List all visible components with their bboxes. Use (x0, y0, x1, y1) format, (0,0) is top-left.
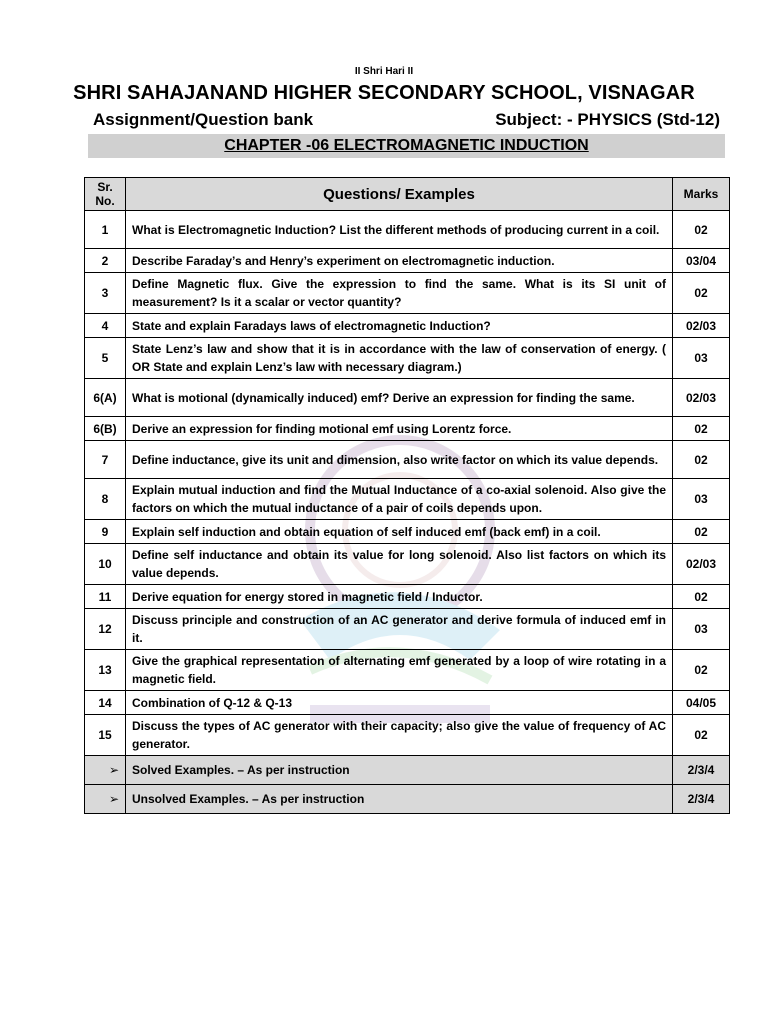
row-marks: 02/03 (673, 544, 730, 585)
table-row (85, 520, 730, 544)
table-row (85, 544, 730, 585)
row-sr-no: 1 (85, 211, 126, 249)
row-sr-no: 3 (85, 273, 126, 314)
row-question: Define inductance, give its unit and dimension, also write factor on which its value depends. (126, 441, 673, 479)
row-sr-no: 14 (85, 691, 126, 715)
table-row (85, 479, 730, 520)
row-marks: 04/05 (673, 691, 730, 715)
row-marks: 02 (673, 211, 730, 249)
table-row (85, 338, 730, 379)
table-row (85, 211, 730, 249)
row-marks: 02 (673, 585, 730, 609)
row-sr-no: 7 (85, 441, 126, 479)
row-sr-no: 4 (85, 314, 126, 338)
table-row (85, 441, 730, 479)
row-question: Unsolved Examples. – As per instruction (126, 785, 673, 814)
subtitle-line (93, 110, 720, 130)
invocation-text: II Shri Hari II (354, 66, 414, 77)
row-question: Explain mutual induction and find the Mutual Inductance of a co-axial solenoid. Also give the factors on which the mutual inductance of a pair of coils depends upon. (126, 479, 673, 520)
row-marks: 2/3/4 (673, 785, 730, 814)
row-question: Describe Faraday’s and Henry’s experiment on electromagnetic induction. (126, 249, 673, 273)
table-row (85, 585, 730, 609)
table-row (85, 650, 730, 691)
row-marks: 02/03 (673, 314, 730, 338)
row-marks: 02 (673, 441, 730, 479)
row-question: State and explain Faradays laws of electromagnetic Induction? (126, 314, 673, 338)
row-question: What is motional (dynamically induced) emf? Derive an expression for finding the same. (126, 379, 673, 417)
table-row (85, 249, 730, 273)
row-sr-no: 9 (85, 520, 126, 544)
row-question: What is Electromagnetic Induction? List the different methods of producing current in a coil. (126, 211, 673, 249)
row-question: Combination of Q-12 & Q-13 (126, 691, 673, 715)
row-marks: 02/03 (673, 379, 730, 417)
row-marks: 02 (673, 273, 730, 314)
row-sr-no: 6(B) (85, 417, 126, 441)
row-question: State Lenz’s law and show that it is in accordance with the law of conservation of energy. ( OR State and explain Lenz’s law with necessary diagram.) (126, 338, 673, 379)
row-marks: 03 (673, 609, 730, 650)
row-question: Derive equation for energy stored in magnetic field / Inductor. (126, 585, 673, 609)
bullet-arrow-icon: ➢ (85, 756, 126, 785)
table-row (85, 691, 730, 715)
table-row (85, 785, 730, 814)
table-row (85, 417, 730, 441)
bullet-arrow-icon: ➢ (85, 785, 126, 814)
row-sr-no: 11 (85, 585, 126, 609)
chapter-title-text: CHAPTER -06 ELECTROMAGNETIC INDUCTION (224, 137, 589, 154)
chapter-title (88, 134, 725, 158)
row-sr-no: 5 (85, 338, 126, 379)
question-table (84, 177, 730, 814)
row-marks: 02 (673, 417, 730, 441)
row-question: Derive an expression for finding motional emf using Lorentz force. (126, 417, 673, 441)
row-question: Discuss principle and construction of an AC generator and derive formula of induced emf in it. (126, 609, 673, 650)
row-question: Define Magnetic flux. Give the expression to find the same. What is its SI unit of measurement? Is it a scalar or vector quantity? (126, 273, 673, 314)
table-row (85, 314, 730, 338)
row-marks: 03/04 (673, 249, 730, 273)
row-sr-no: 6(A) (85, 379, 126, 417)
table-row (85, 273, 730, 314)
row-question: Solved Examples. – As per instruction (126, 756, 673, 785)
row-marks: 02 (673, 715, 730, 756)
table-row (85, 715, 730, 756)
row-marks: 02 (673, 520, 730, 544)
row-question: Give the graphical representation of alternating emf generated by a loop of wire rotating in a magnetic field. (126, 650, 673, 691)
row-question: Define self inductance and obtain its value for long solenoid. Also list factors on which its value depends. (126, 544, 673, 585)
row-question: Explain self induction and obtain equation of self induced emf (back emf) in a coil. (126, 520, 673, 544)
table-row (85, 609, 730, 650)
row-sr-no: 13 (85, 650, 126, 691)
row-marks: 02 (673, 650, 730, 691)
table-header-row (85, 178, 730, 211)
row-marks: 03 (673, 338, 730, 379)
header-marks: Marks (673, 178, 730, 211)
header-sr-no: Sr. No. (85, 178, 126, 211)
header-questions: Questions/ Examples (126, 178, 673, 211)
row-sr-no: 15 (85, 715, 126, 756)
row-sr-no: 10 (85, 544, 126, 585)
row-marks: 2/3/4 (673, 756, 730, 785)
assignment-label: Assignment/Question bank (93, 110, 314, 129)
school-name: SHRI SAHAJANAND HIGHER SECONDARY SCHOOL, VISNAGAR (73, 82, 695, 104)
table-row (85, 379, 730, 417)
row-sr-no: 12 (85, 609, 126, 650)
row-marks: 03 (673, 479, 730, 520)
table-row (85, 756, 730, 785)
subject-label: Subject: - PHYSICS (Std-12) (495, 110, 720, 129)
row-question: Discuss the types of AC generator with their capacity; also give the value of frequency of AC generator. (126, 715, 673, 756)
row-sr-no: 2 (85, 249, 126, 273)
row-sr-no: 8 (85, 479, 126, 520)
